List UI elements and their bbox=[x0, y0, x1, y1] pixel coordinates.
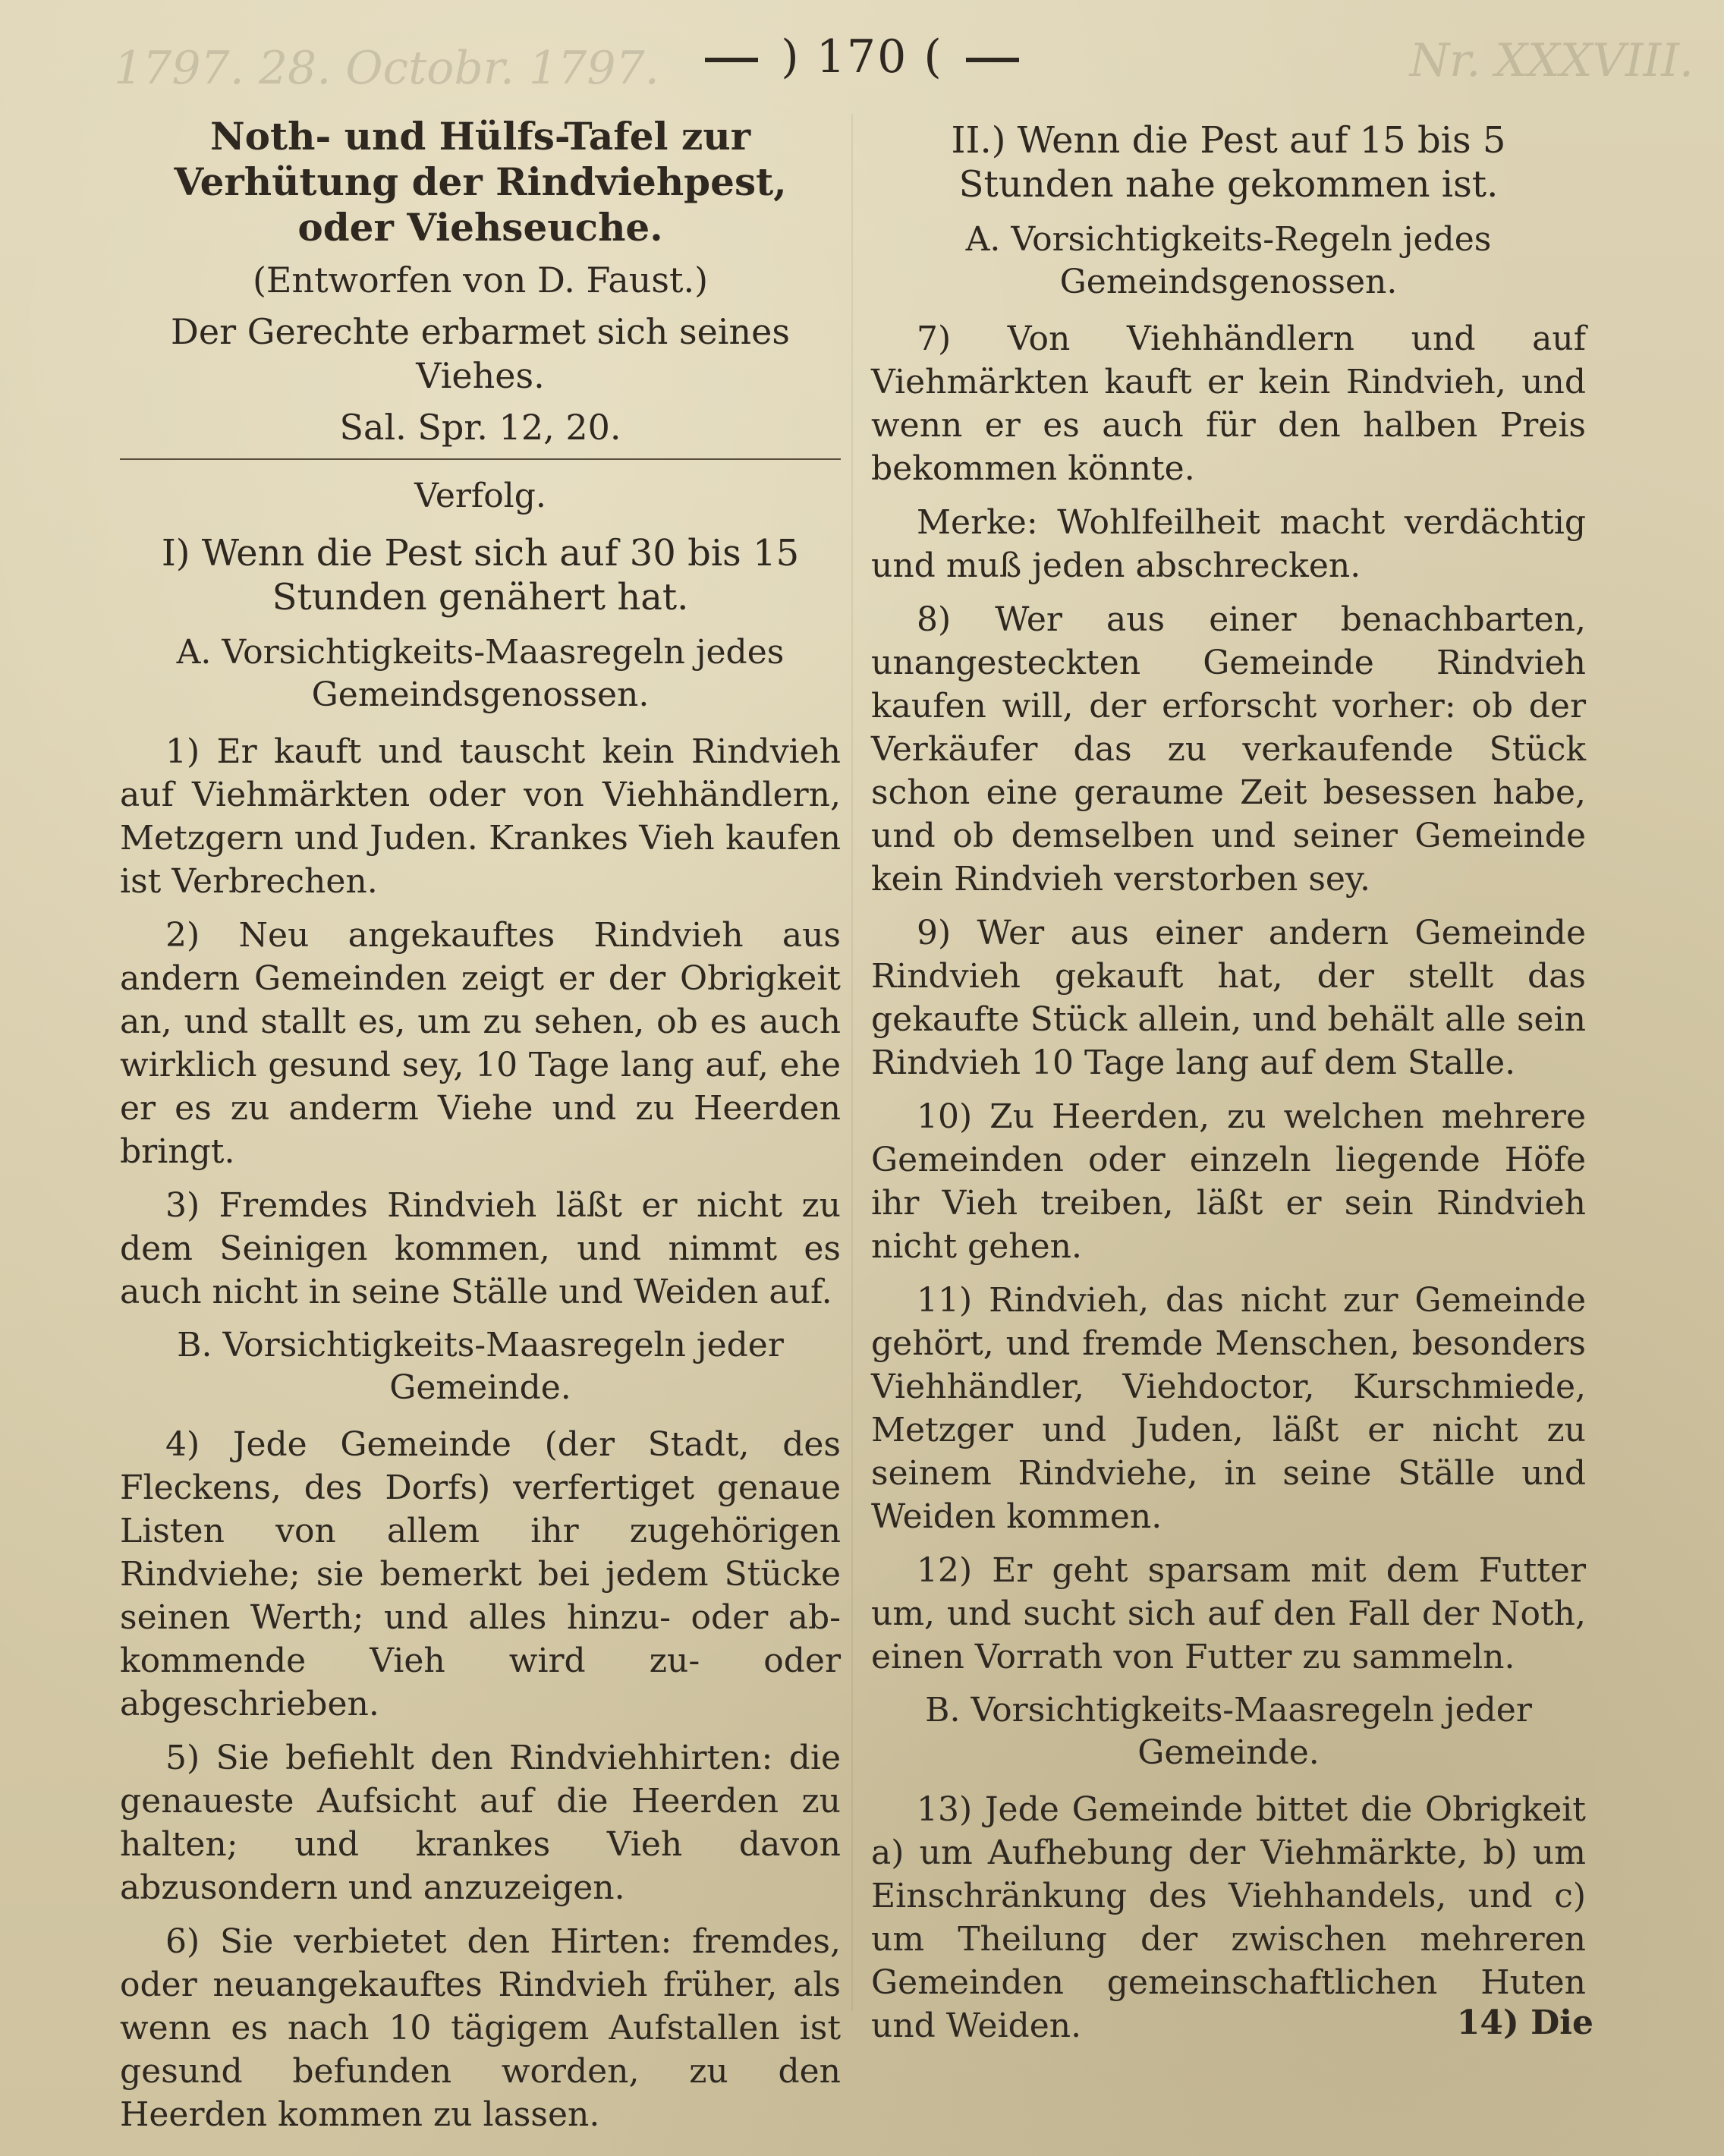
bleed-through-text-left: 1797. 28. Octobr. 1797. bbox=[114, 42, 659, 95]
paragraph-8: 8) Wer aus einer benachbarten, unangesteckten Gemeinde Rindvieh kaufen will, der erforscht vorher: ob der Verkäufer das zu verkaufende Stück schon eine geraume Zeit besessen habe, und ob demselben und seiner Gemeinde kein Rindvieh verstorben sey. bbox=[871, 600, 1586, 899]
left-column bbox=[120, 114, 841, 2147]
paragraph-12: 12) Er geht sparsam mit dem Futter um, und sucht sich auf den Fall der Noth, einen Vorrath von Futter zu sammeln. bbox=[871, 1551, 1586, 1676]
bleed-through-text-right: Nr. XXXVIII. bbox=[1409, 34, 1694, 87]
paragraph-7: 7) Von Viehhändlern und auf Viehmärkten kauft er kein Rindvieh, und wenn er es auch für den halben Preis bekommen könnte. bbox=[871, 319, 1586, 488]
motto-rule bbox=[120, 458, 841, 460]
paragraph-13: 13) Jede Gemeinde bittet die Obrigkeit a) um Aufhebung der Viehmärkte, b) um Einschränkung des Viehhandels, und c) um Theilung der zwischen mehreren Gemeinden gemeinschaftlichen Huten und Weiden. bbox=[871, 1790, 1586, 2045]
subheading-A-left: A. Vorsichtigkeits-Maasregeln jedes Gemeindsgenossen. bbox=[176, 633, 785, 714]
article-title: Noth- und Hülfs-Tafel zur Verhütung der Rindviehpest, oder Viehseuche. bbox=[174, 114, 787, 250]
section-heading-I: I) Wenn die Pest sich auf 30 bis 15 Stunden genähert hat. bbox=[161, 532, 800, 618]
section-heading-II: II.) Wenn die Pest auf 15 bis 5 Stunden nahe gekommen ist. bbox=[951, 119, 1506, 206]
right-column bbox=[871, 114, 1586, 2058]
paragraph-11: 11) Rindvieh, das nicht zur Gemeinde gehört, und fremde Menschen, besonders Viehhändler, Viehdoctor, Kurschmiede, Metzger und Juden, läßt er nicht zu seinem Rindviehe, in seine Ställe und Weiden kommen. bbox=[871, 1281, 1586, 1536]
page-number-text: ) 170 ( bbox=[781, 30, 943, 83]
catchword: 14) Die bbox=[1456, 2003, 1593, 2042]
paragraph-6: 6) Sie verbietet den Hirten: fremdes, oder neuangekauftes Rindvieh früher, als wenn es nach 10 tägigem Aufstallen ist gesund befunden worden, zu den Heerden kommen zu lassen. bbox=[120, 1922, 841, 2134]
subheading-B-left: B. Vorsichtigkeits-Maasregeln jeder Gemeinde. bbox=[177, 1326, 784, 1407]
paragraph-2: 2) Neu angekauftes Rindvieh aus andern Gemeinden zeigt er der Obrigkeit an, und stallt es, um zu sehen, ob es auch wirklich gesund sey, 10 Tage lang auf, ehe er es zu anderm Viehe und zu Heerden bringt. bbox=[120, 916, 841, 1171]
article-author: (Entworfen von D. Faust.) bbox=[252, 260, 709, 301]
paragraph-10: 10) Zu Heerden, zu welchen mehrere Gemeinden oder einzeln liegende Höfe ihr Vieh treiben, läßt er sein Rindvieh nicht gehen. bbox=[871, 1097, 1586, 1266]
motto: Der Gerechte erbarmet sich seines Viehes. bbox=[171, 311, 790, 396]
paragraph-3: 3) Fremdes Rindvieh läßt er nicht zu dem Seinigen kommen, und nimmt es auch nicht in seine Ställe und Weiden auf. bbox=[120, 1186, 841, 1311]
column-divider bbox=[851, 114, 853, 2011]
paragraph-9: 9) Wer aus einer andern Gemeinde Rindvieh gekauft hat, der stellt das gekaufte Stück allein, und behält alle sein Rindvieh 10 Tage lang auf dem Stalle. bbox=[871, 914, 1586, 1082]
paragraph-5: 5) Sie befiehlt den Rindviehhirten: die genaueste Aufsicht auf die Heerden zu halten; und krankes Vieh davon abzusondern und anzuzeigen. bbox=[120, 1739, 841, 1907]
paragraph-1: 1) Er kauft und tauscht kein Rindvieh auf Viehmärkten oder von Viehhändlern, Metzgern und Juden. Krankes Vieh kaufen ist Verbrechen. bbox=[120, 732, 841, 901]
subheading-B-right: B. Vorsichtigkeits-Maasregeln jeder Gemeinde. bbox=[925, 1691, 1532, 1772]
continuation-label: Verfolg. bbox=[414, 477, 546, 515]
page-number-dash-left bbox=[705, 58, 758, 62]
page-number-dash-right bbox=[966, 58, 1019, 62]
page-number bbox=[0, 30, 1724, 83]
motto-source: Sal. Spr. 12, 20. bbox=[339, 407, 621, 448]
paragraph-4: 4) Jede Gemeinde (der Stadt, des Fleckens, des Dorfs) verfertiget genaue Listen von allem ihr zugehörigen Rindviehe; sie bemerkt bei jedem Stücke seinen Werth; und alles hinzu- oder ab-kommende Vieh wird zu- oder abgeschrieben. bbox=[120, 1425, 841, 1723]
subheading-A-right: A. Vorsichtigkeits-Regeln jedes Gemeindsgenossen. bbox=[965, 220, 1492, 301]
merke-note: Merke: Wohlfeilheit macht verdächtig und muß jeden abschrecken. bbox=[871, 503, 1586, 585]
